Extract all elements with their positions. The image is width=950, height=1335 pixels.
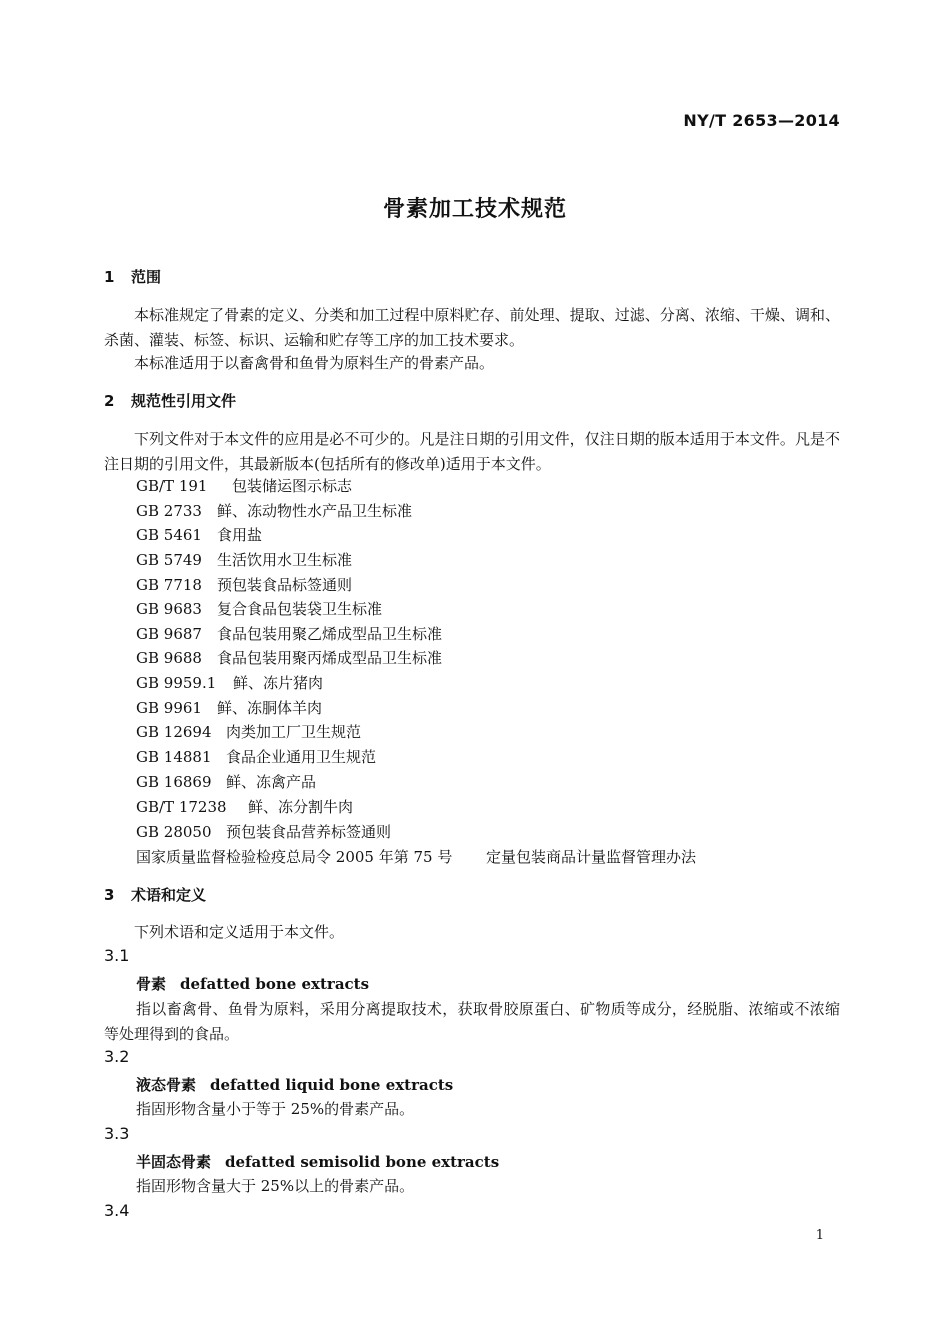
term-heading xyxy=(136,1074,453,1095)
term-definition: 指固形物含量小于等于 25%的骨素产品。 xyxy=(136,1100,415,1118)
reference-code: GB 2733 xyxy=(136,502,202,520)
section-2-heading xyxy=(104,390,236,411)
reference-item xyxy=(136,573,352,598)
standard-code: NY/T 2653—2014 xyxy=(683,111,840,130)
reference-item xyxy=(136,499,412,524)
term-english: defatted bone extracts xyxy=(180,975,370,993)
reference-item xyxy=(136,646,442,671)
scope-paragraph-1: 本标准规定了骨素的定义、分类和加工过程中原料贮存、前处理、提取、过滤、分离、浓缩、干燥、调和、杀菌、灌装、标签、标识、运输和贮存等工序的加工技术要求。 xyxy=(104,306,840,349)
reference-item xyxy=(136,720,361,745)
reference-title: 食品企业通用卫生规范 xyxy=(226,748,377,766)
term-chinese: 液态骨素 xyxy=(136,1076,197,1094)
reference-title: 生活饮用水卫生标准 xyxy=(217,551,353,569)
term-heading xyxy=(136,973,369,994)
reference-item xyxy=(136,696,322,721)
reference-title: 食品包装用聚乙烯成型品卫生标准 xyxy=(217,625,443,643)
term-number: 3.4 xyxy=(104,1201,130,1220)
term-definition: 指固形物含量大于 25%以上的骨素产品。 xyxy=(136,1177,415,1195)
term-chinese: 半固态骨素 xyxy=(136,1153,212,1171)
reference-item xyxy=(136,770,316,795)
reference-item xyxy=(136,474,352,499)
reference-title: 鲜、冻片猪肉 xyxy=(233,674,324,692)
reference-code: GB/T 17238 xyxy=(136,798,227,816)
reference-code: GB 14881 xyxy=(136,748,212,766)
term-number: 3.1 xyxy=(104,946,130,965)
reference-item xyxy=(136,845,696,870)
section-number: 2 xyxy=(104,392,115,410)
scope-paragraph-2: 本标准适用于以畜禽骨和鱼骨为原料生产的骨素产品。 xyxy=(134,354,495,372)
section-title: 范围 xyxy=(131,268,162,286)
normative-paragraph: 下列文件对于本文件的应用是必不可少的。凡是注日期的引用文件，仅注日期的版本适用于本文件。凡是不注日期的引用文件，其最新版本(包括所有的修改单)适用于本文件。 xyxy=(104,430,840,473)
term-heading xyxy=(136,1151,499,1172)
reference-item xyxy=(136,820,391,845)
section-1-heading xyxy=(104,266,161,287)
reference-title: 食用盐 xyxy=(217,526,263,544)
reference-title: 鲜、冻胴体羊肉 xyxy=(217,699,323,717)
reference-code: 国家质量监督检验检疫总局令 2005 年第 75 号 xyxy=(136,848,453,866)
reference-title: 鲜、冻动物性水产品卫生标准 xyxy=(217,502,413,520)
term-number: 3.2 xyxy=(104,1047,130,1066)
section-number: 1 xyxy=(104,268,115,286)
reference-code: GB 9683 xyxy=(136,600,202,618)
page-number: 1 xyxy=(815,1228,824,1243)
reference-item xyxy=(136,745,376,770)
reference-item xyxy=(136,795,353,820)
reference-title: 鲜、冻禽产品 xyxy=(226,773,317,791)
reference-item xyxy=(136,622,442,647)
reference-code: GB 9959.1 xyxy=(136,674,217,692)
reference-code: GB/T 191 xyxy=(136,477,208,495)
reference-code: GB 12694 xyxy=(136,723,212,741)
reference-code: GB 16869 xyxy=(136,773,212,791)
section-3-heading xyxy=(104,884,206,905)
reference-code: GB 28050 xyxy=(136,823,212,841)
reference-code: GB 7718 xyxy=(136,576,202,594)
term-english: defatted semisolid bone extracts xyxy=(225,1153,500,1171)
reference-code: GB 5749 xyxy=(136,551,202,569)
reference-item xyxy=(136,523,262,548)
reference-item xyxy=(136,548,352,573)
reference-title: 复合食品包装袋卫生标准 xyxy=(217,600,383,618)
reference-code: GB 9961 xyxy=(136,699,202,717)
document-title: 骨素加工技术规范 xyxy=(382,197,567,222)
reference-title: 预包装食品营养标签通则 xyxy=(226,823,392,841)
reference-code: GB 9687 xyxy=(136,625,202,643)
reference-item xyxy=(136,671,323,696)
terms-intro: 下列术语和定义适用于本文件。 xyxy=(134,923,345,941)
term-number: 3.3 xyxy=(104,1124,130,1143)
reference-title: 鲜、冻分割牛肉 xyxy=(248,798,354,816)
section-number: 3 xyxy=(104,886,115,904)
term-chinese: 骨素 xyxy=(136,975,167,993)
term-definition: 指以畜禽骨、鱼骨为原料，采用分离提取技术，获取骨胶原蛋白、矿物质等成分，经脱脂、浓缩或不浓缩等处理得到的食品。 xyxy=(104,1000,840,1043)
reference-title: 预包装食品标签通则 xyxy=(217,576,353,594)
reference-title: 食品包装用聚丙烯成型品卫生标准 xyxy=(217,649,443,667)
reference-code: GB 9688 xyxy=(136,649,202,667)
reference-title: 肉类加工厂卫生规范 xyxy=(226,723,362,741)
reference-title: 定量包装商品计量监督管理办法 xyxy=(486,848,697,866)
reference-code: GB 5461 xyxy=(136,526,202,544)
reference-title: 包装储运图示标志 xyxy=(232,477,353,495)
section-title: 术语和定义 xyxy=(131,886,207,904)
section-title: 规范性引用文件 xyxy=(131,392,237,410)
term-english: defatted liquid bone extracts xyxy=(210,1076,454,1094)
reference-item xyxy=(136,597,382,622)
